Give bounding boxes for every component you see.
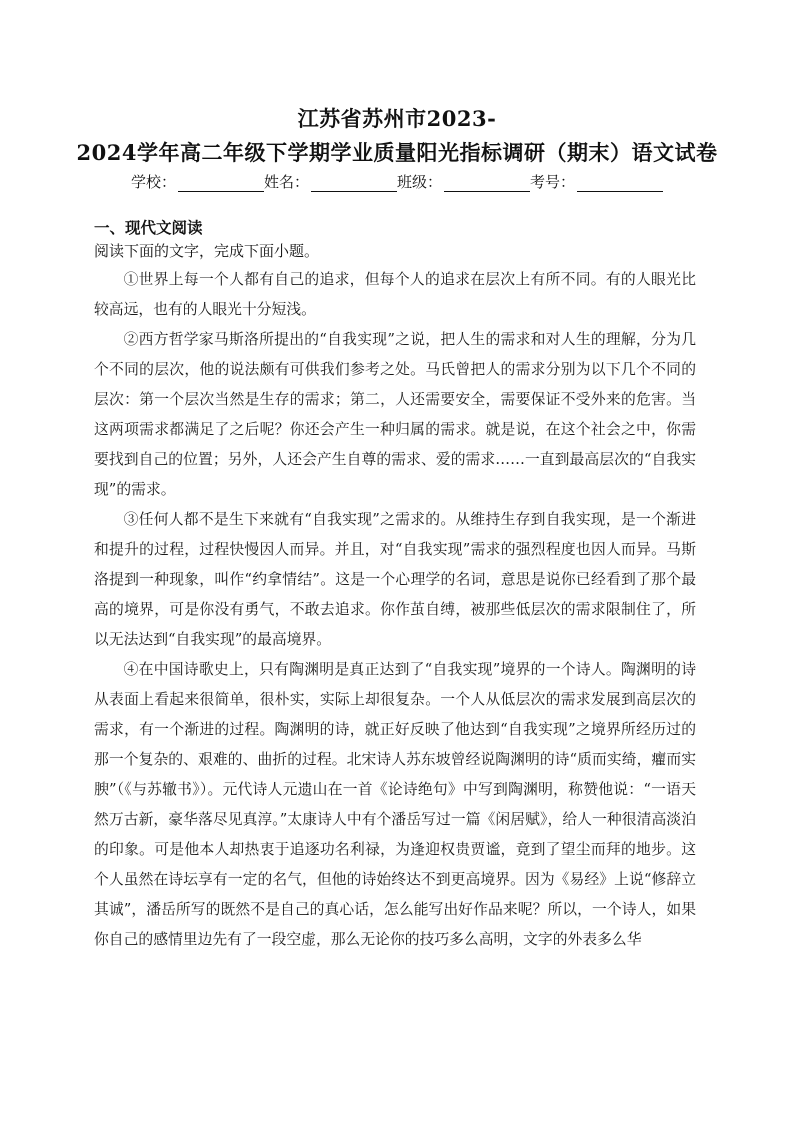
school-label: 学校： [130, 173, 176, 191]
exam-number-blank [577, 174, 663, 192]
passage-paragraph-1: ①世界上每一个人都有自己的追求，但每个人的追求在层次上有所不同。有的人眼光比较高远，也有的人眼光十分短浅。 [94, 271, 696, 318]
exam-title-line1: 江苏省苏州市2023- [297, 106, 497, 131]
passage-paragraph-3: ③任何人都不是生下来就有“自我实现”之需求的。从维持生存到自我实现，是一个渐进和提升的过程，过程快慢因人而异。并且，对“自我实现”需求的强烈程度也因人而异。马斯洛提到一种现象，叫作“约拿情结”。这是一个心理学的名词，意思是说你已经看到了那个最高的境界，可是你没有勇气，不敢去追求。你作茧自缚，被那些低层次的需求限制住了，所以无法达到“自我实现”的最高境界。 [94, 511, 696, 648]
passage-paragraph-4: ④在中国诗歌史上，只有陶渊明是真正达到了“自我实现”境界的一个诗人。陶渊明的诗从表面上看起来很简单，很朴实，实际上却很复杂。一个人从低层次的需求发展到高层次的需求，有一个渐进的过程。陶渊明的诗，就正好反映了他达到“自我实现”之境界所经历过的那一个复杂的、艰难的、曲折的过程。北宋诗人苏东坡曾经说陶渊明的诗“质而实绮，癯而实腴”（《与苏辙书》）。元代诗人元遗山在一首《论诗绝句》中写到陶渊明，称赞他说：“一语天然万古新，豪华落尽见真淳。”太康诗人中有个潘岳写过一篇《闲居赋》，给人一种很清高淡泊的印象。可是他本人却热衷于追逐功名利禄，为逢迎权贵贾谧，竟到了望尘而拜的地步。这个人虽然在诗坛享有一定的名气，但他的诗始终达不到更高境界。因为《易经》上说“修辞立其诚”，潘岳所写的既然不是自己的真心话，怎么能写出好作品来呢？所以，一个诗人，如果你自己的感情里边先有了一段空虚，那么无论你的技巧多么高明，文字的外表多么华 [94, 661, 696, 948]
section-instruction: 阅读下面的文字，完成下面小题。 [94, 242, 320, 260]
name-field [264, 171, 397, 192]
class-field [397, 171, 530, 192]
class-label: 班级： [397, 173, 443, 191]
class-blank [444, 174, 530, 192]
school-field [131, 171, 264, 192]
exam-number-field [530, 171, 663, 192]
exam-number-label: 考号： [530, 173, 576, 191]
passage-paragraph-2: ②西方哲学家马斯洛所提出的“自我实现”之说，把人生的需求和对人生的理解，分为几个不同的层次，他的说法颇有可供我们参考之处。马氏曾把人的需求分别为以下几个不同的层次：第一个层次当然是生存的需求；第二，人还需要安全，需要保证不受外来的危害。当这两项需求都满足了之后呢？你还会产生一种归属的需求。就是说，在这个社会之中，你需要找到自己的位置；另外，人还会产生自尊的需求、爱的需求……一直到最高层次的“自我实现”的需求。 [94, 331, 696, 498]
section-heading: 一、现代文阅读 [94, 219, 203, 237]
reading-passage [94, 265, 696, 955]
name-blank [311, 174, 397, 192]
name-label: 姓名： [263, 173, 309, 191]
school-blank [178, 174, 264, 192]
student-info-line [0, 171, 794, 192]
exam-title-line2: 2024学年高二年级下学期学业质量阳光指标调研（期末）语文试卷 [76, 140, 718, 165]
